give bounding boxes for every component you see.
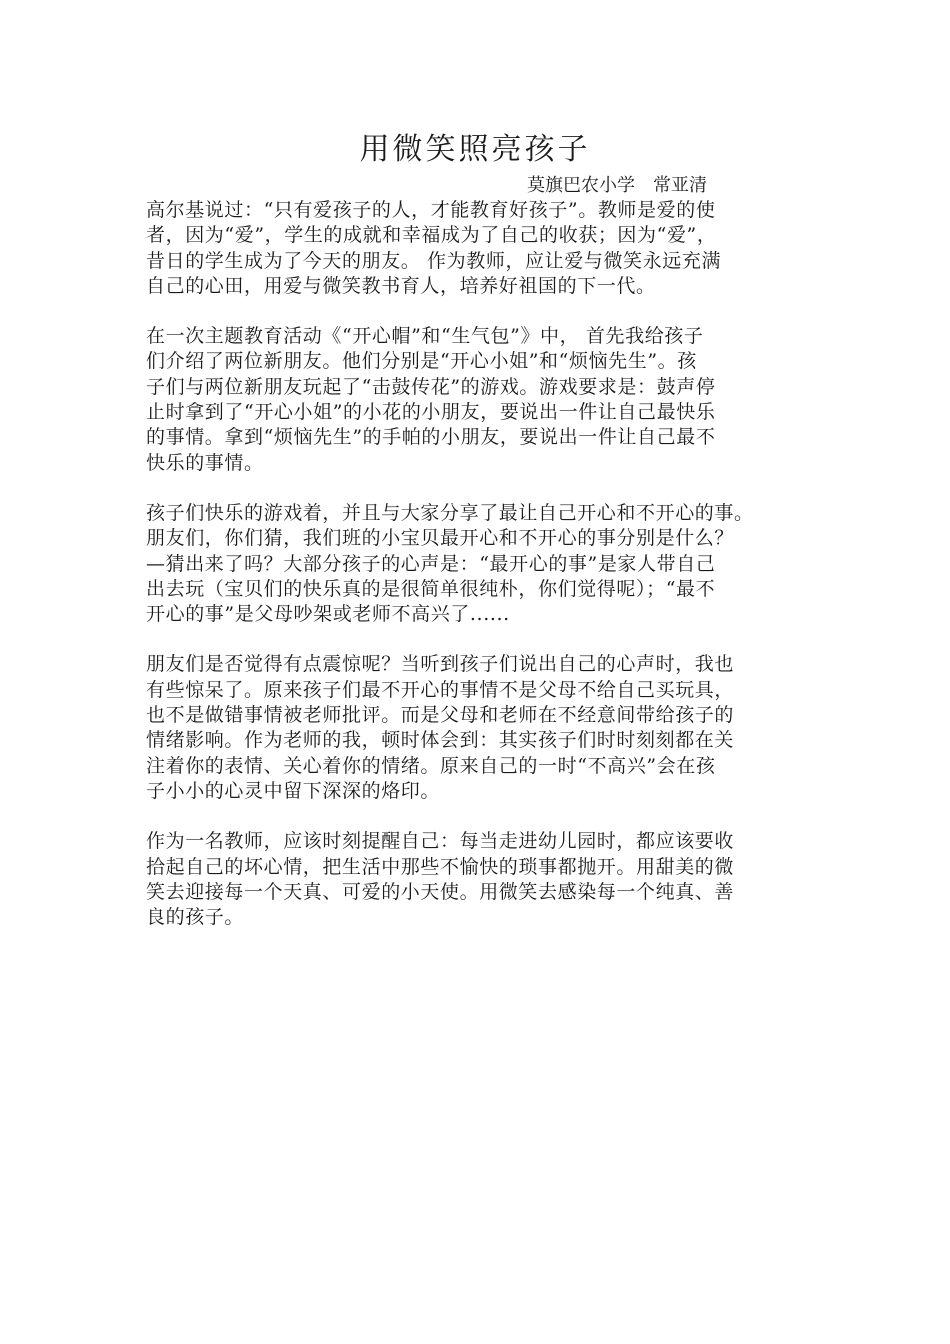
text-line: 们介绍了两位新朋友。他们分别是“开心小姐”和“烦恼先生”。孩 [146, 350, 697, 373]
text-line: 朋友们是否觉得有点震惊呢？当听到孩子们说出自己的心声时，我也 [146, 653, 735, 676]
text-line: 拾起自己的坏心情，把生活中那些不愉快的琐事都抛开。用甜美的微 [146, 855, 735, 878]
text-line: 情绪影响。作为老师的我，顿时体会到：其实孩子们时时刻刻都在关 [146, 729, 735, 752]
text-line: 笑去迎接每一个天真、可爱的小天使。用微笑去感染每一个纯真、善 [146, 880, 735, 903]
text-line: 止时拿到了“开心小姐”的小花的小朋友，要说出一件让自己最快乐 [146, 401, 716, 424]
text-line: 自己的心田，用爱与微笑教书育人，培养好祖国的下一代。 [146, 274, 656, 297]
text-line: 在一次主题教育活动《“开心帽”和“生气包”》中， 首先我给孩子 [146, 325, 704, 348]
text-line: 昔日的学生成为了今天的朋友。 作为教师，应让爱与微笑永远充满 [146, 249, 722, 272]
text-line: 快乐的事情。 [146, 451, 264, 474]
document-body [146, 198, 826, 955]
paragraph-2 [146, 324, 826, 476]
text-line: 作为一名教师，应该时刻提醒自己：每当走进幼儿园时，都应该要收 [146, 830, 735, 853]
text-line: 也不是做错事情被老师批评。而是父母和老师在不经意间带给孩子的 [146, 704, 735, 727]
paragraph-5 [146, 829, 826, 930]
text-line: 开心的事”是父母吵架或老师不高兴了...... [146, 603, 510, 626]
text-line: 有些惊呆了。原来孩子们最不开心的事情不是父母不给自己买玩具， [146, 678, 735, 701]
document-author: 莫旗巴农小学 常亚清 [527, 175, 707, 196]
text-line: 子们与两位新朋友玩起了“击鼓传花”的游戏。游戏要求是：鼓声停 [146, 375, 716, 398]
text-line: 出去玩（宝贝们的快乐真的是很简单很纯朴，你们觉得呢）；“最不 [146, 577, 716, 600]
text-line: 子小小的心灵中留下深深的烙印。 [146, 779, 441, 802]
text-line: 朋友们，你们猜，我们班的小宝贝最开心和不开心的事分别是什么？ [146, 527, 735, 550]
text-line: 的事情。拿到“烦恼先生”的手帕的小朋友，要说出一件让自己最不 [146, 426, 716, 449]
paragraph-1 [146, 198, 826, 299]
text-line: 高尔基说过：“只有爱孩子的人，才能教育好孩子”。教师是爱的使 [146, 199, 716, 221]
text-line: —猜出来了吗？大部分孩子的心声是：“最开心的事”是家人带自己 [146, 552, 716, 575]
paragraph-3 [146, 501, 826, 627]
paragraph-4 [146, 652, 826, 804]
text-line: 者，因为“爱”，学生的成就和幸福成为了自己的收获；因为“爱”， [146, 224, 717, 247]
document-title: 用微笑照亮孩子 [359, 132, 591, 167]
text-line: 注着你的表情、关心着你的情绪。原来自己的一时“不高兴”会在孩 [146, 754, 716, 777]
text-line: 良的孩子。 [146, 906, 245, 929]
text-line: 孩子们快乐的游戏着，并且与大家分享了最让自己开心和不开心的事。 [146, 501, 754, 524]
